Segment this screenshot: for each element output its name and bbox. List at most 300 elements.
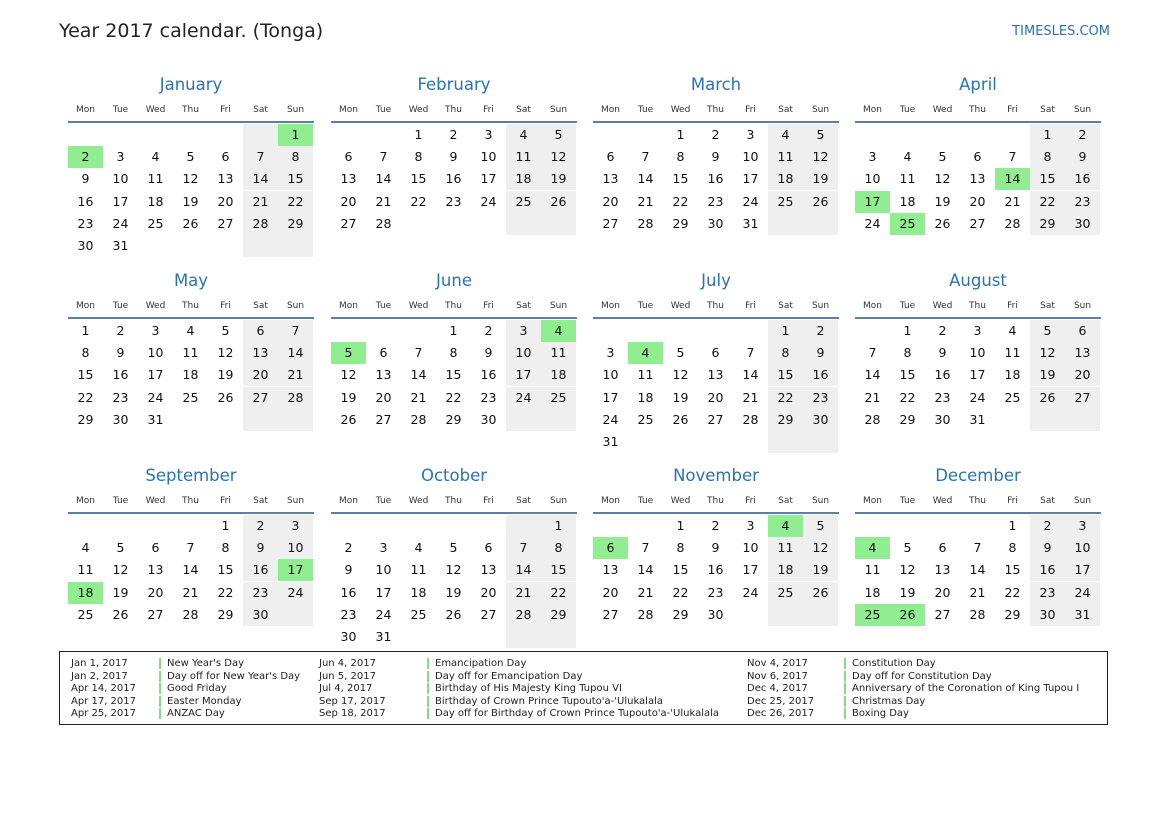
day-cell[interactable]: 15 xyxy=(768,364,803,386)
day-cell[interactable]: 8 xyxy=(541,537,576,559)
day-cell[interactable]: 9 xyxy=(243,537,278,559)
day-cell[interactable]: 23 xyxy=(77,215,94,231)
day-cell[interactable]: 4 xyxy=(186,323,195,338)
day-cell[interactable]: 13 xyxy=(147,562,164,578)
day-cell[interactable]: 20 xyxy=(602,584,619,600)
day-cell[interactable]: 13 xyxy=(243,342,278,364)
day-cell[interactable]: 10 xyxy=(278,537,313,559)
day-cell[interactable]: 10 xyxy=(375,562,392,578)
day-cell[interactable]: 17 xyxy=(602,389,619,405)
day-cell[interactable]: 6 xyxy=(344,149,353,165)
day-cell[interactable]: 26 xyxy=(182,215,199,231)
day-cell[interactable]: 25 xyxy=(182,389,199,405)
day-cell[interactable]: 29 xyxy=(445,411,462,427)
day-cell[interactable]: 2 xyxy=(449,127,458,142)
day-cell[interactable]: 28 xyxy=(637,215,654,231)
day-cell[interactable]: 27 xyxy=(934,606,951,622)
day-cell[interactable]: 16 xyxy=(77,193,94,209)
day-cell[interactable]: 16 xyxy=(480,367,497,383)
day-cell[interactable]: 30 xyxy=(340,629,357,644)
day-cell[interactable]: 11 xyxy=(410,562,427,578)
day-cell[interactable]: 29 xyxy=(672,215,689,231)
day-cell[interactable]: 1 xyxy=(541,515,576,537)
day-cell[interactable]: 23 xyxy=(707,584,724,600)
day-cell[interactable]: 7 xyxy=(641,540,650,556)
day-cell[interactable]: 5 xyxy=(186,149,195,165)
day-cell[interactable]: 12 xyxy=(182,171,199,187)
day-cell[interactable]: 19 xyxy=(541,168,576,190)
day-cell[interactable]: 3 xyxy=(1065,515,1100,537)
day-cell[interactable]: 18 xyxy=(899,193,916,209)
day-cell[interactable]: 22 xyxy=(1004,584,1021,600)
day-cell[interactable]: 6 xyxy=(484,540,493,556)
day-cell[interactable]: 21 xyxy=(969,584,986,600)
brand-link[interactable]: TIMESLES.COM xyxy=(1012,24,1110,39)
day-cell[interactable]: 19 xyxy=(803,168,838,190)
day-cell[interactable]: 31 xyxy=(375,629,392,644)
day-cell[interactable]: 27 xyxy=(707,411,724,427)
day-cell[interactable]: 6 xyxy=(973,149,982,165)
day-cell[interactable]: 19 xyxy=(182,193,199,209)
day-cell[interactable]: 31 xyxy=(1065,604,1100,626)
day-cell[interactable]: 13 xyxy=(969,171,986,187)
day-cell[interactable]: 28 xyxy=(243,213,278,235)
day-cell[interactable]: 14 xyxy=(243,168,278,190)
day-cell[interactable]: 10 xyxy=(742,149,759,165)
day-cell[interactable]: 2 xyxy=(1030,515,1065,537)
day-cell[interactable]: 11 xyxy=(768,146,803,168)
day-cell[interactable]: 25 xyxy=(855,604,890,626)
day-cell[interactable]: 28 xyxy=(278,387,313,409)
day-cell[interactable]: 11 xyxy=(541,342,576,364)
day-cell[interactable]: 30 xyxy=(707,606,724,622)
day-cell[interactable]: 16 xyxy=(934,367,951,383)
day-cell[interactable]: 10 xyxy=(480,149,497,165)
day-cell[interactable]: 8 xyxy=(1008,540,1017,556)
day-cell[interactable]: 21 xyxy=(1004,193,1021,209)
day-cell[interactable]: 21 xyxy=(742,389,759,405)
day-cell[interactable]: 27 xyxy=(1065,387,1100,409)
day-cell[interactable]: 9 xyxy=(484,345,493,361)
day-cell[interactable]: 6 xyxy=(221,149,230,165)
day-cell[interactable]: 4 xyxy=(151,149,160,165)
day-cell[interactable]: 11 xyxy=(768,537,803,559)
day-cell[interactable]: 30 xyxy=(1065,213,1100,235)
day-cell[interactable]: 12 xyxy=(899,562,916,578)
day-cell[interactable]: 17 xyxy=(1065,559,1100,581)
day-cell[interactable]: 9 xyxy=(1030,537,1065,559)
day-cell[interactable]: 1 xyxy=(81,323,90,338)
day-cell[interactable]: 26 xyxy=(803,191,838,213)
day-cell[interactable]: 23 xyxy=(1065,191,1100,213)
day-cell[interactable]: 22 xyxy=(768,387,803,409)
day-cell[interactable]: 31 xyxy=(742,215,759,231)
day-cell[interactable]: 9 xyxy=(803,342,838,364)
day-cell[interactable]: 1 xyxy=(768,320,803,342)
day-cell[interactable]: 26 xyxy=(890,604,925,626)
day-cell[interactable]: 17 xyxy=(480,171,497,187)
day-cell[interactable]: 18 xyxy=(864,584,881,600)
day-cell[interactable]: 11 xyxy=(506,146,541,168)
day-cell[interactable]: 9 xyxy=(711,540,720,556)
day-cell[interactable]: 30 xyxy=(112,411,129,427)
day-cell[interactable]: 2 xyxy=(344,540,353,556)
day-cell[interactable]: 23 xyxy=(340,606,357,622)
day-cell[interactable]: 14 xyxy=(278,342,313,364)
day-cell[interactable]: 21 xyxy=(410,389,427,405)
day-cell[interactable]: 5 xyxy=(331,342,366,364)
day-cell[interactable]: 11 xyxy=(77,562,94,578)
day-cell[interactable]: 20 xyxy=(934,584,951,600)
day-cell[interactable]: 1 xyxy=(449,323,458,338)
day-cell[interactable]: 23 xyxy=(480,389,497,405)
day-cell[interactable]: 4 xyxy=(541,320,576,342)
day-cell[interactable]: 11 xyxy=(899,171,916,187)
day-cell[interactable]: 27 xyxy=(969,215,986,231)
day-cell[interactable]: 23 xyxy=(934,389,951,405)
day-cell[interactable]: 23 xyxy=(1030,582,1065,604)
day-cell[interactable]: 8 xyxy=(676,149,685,165)
day-cell[interactable]: 27 xyxy=(340,215,357,231)
day-cell[interactable]: 22 xyxy=(410,193,427,209)
day-cell[interactable]: 9 xyxy=(116,345,125,361)
day-cell[interactable]: 18 xyxy=(541,364,576,386)
day-cell[interactable]: 30 xyxy=(707,215,724,231)
day-cell[interactable]: 29 xyxy=(672,606,689,622)
day-cell[interactable]: 31 xyxy=(147,411,164,427)
day-cell[interactable]: 24 xyxy=(742,193,759,209)
day-cell[interactable]: 2 xyxy=(116,323,125,338)
day-cell[interactable]: 31 xyxy=(969,411,986,427)
day-cell[interactable]: 27 xyxy=(602,606,619,622)
day-cell[interactable]: 10 xyxy=(112,171,129,187)
day-cell[interactable]: 16 xyxy=(1030,559,1065,581)
day-cell[interactable]: 28 xyxy=(410,411,427,427)
day-cell[interactable]: 18 xyxy=(147,193,164,209)
day-cell[interactable]: 27 xyxy=(243,387,278,409)
day-cell[interactable]: 26 xyxy=(672,411,689,427)
day-cell[interactable]: 1 xyxy=(1030,124,1065,146)
day-cell[interactable]: 7 xyxy=(506,537,541,559)
day-cell[interactable]: 2 xyxy=(68,146,103,168)
day-cell[interactable]: 8 xyxy=(449,345,458,361)
day-cell[interactable]: 26 xyxy=(217,389,234,405)
day-cell[interactable]: 13 xyxy=(934,562,951,578)
day-cell[interactable]: 20 xyxy=(1065,364,1100,386)
day-cell[interactable]: 25 xyxy=(768,191,803,213)
day-cell[interactable]: 6 xyxy=(711,345,720,361)
day-cell[interactable]: 3 xyxy=(278,515,313,537)
day-cell[interactable]: 3 xyxy=(116,149,125,165)
day-cell[interactable]: 6 xyxy=(243,320,278,342)
day-cell[interactable]: 3 xyxy=(868,149,877,165)
day-cell[interactable]: 14 xyxy=(637,562,654,578)
day-cell[interactable]: 10 xyxy=(602,367,619,383)
day-cell[interactable]: 8 xyxy=(414,149,423,165)
day-cell[interactable]: 24 xyxy=(1065,582,1100,604)
day-cell[interactable]: 16 xyxy=(1065,168,1100,190)
day-cell[interactable]: 8 xyxy=(903,345,912,361)
day-cell[interactable]: 8 xyxy=(1030,146,1065,168)
day-cell[interactable]: 24 xyxy=(375,606,392,622)
day-cell[interactable]: 14 xyxy=(864,367,881,383)
day-cell[interactable]: 3 xyxy=(973,323,982,338)
day-cell[interactable]: 22 xyxy=(541,582,576,604)
day-cell[interactable]: 17 xyxy=(742,171,759,187)
day-cell[interactable]: 24 xyxy=(147,389,164,405)
day-cell[interactable]: 28 xyxy=(742,411,759,427)
day-cell[interactable]: 3 xyxy=(484,127,493,142)
day-cell[interactable]: 16 xyxy=(445,171,462,187)
day-cell[interactable]: 12 xyxy=(112,562,129,578)
day-cell[interactable]: 24 xyxy=(969,389,986,405)
day-cell[interactable]: 25 xyxy=(890,213,925,235)
day-cell[interactable]: 13 xyxy=(217,171,234,187)
day-cell[interactable]: 25 xyxy=(506,191,541,213)
day-cell[interactable]: 28 xyxy=(969,606,986,622)
day-cell[interactable]: 30 xyxy=(934,411,951,427)
day-cell[interactable]: 9 xyxy=(449,149,458,165)
day-cell[interactable]: 23 xyxy=(445,193,462,209)
day-cell[interactable]: 15 xyxy=(1030,168,1065,190)
day-cell[interactable]: 5 xyxy=(803,515,838,537)
day-cell[interactable]: 20 xyxy=(480,584,497,600)
day-cell[interactable]: 17 xyxy=(855,191,890,213)
day-cell[interactable]: 5 xyxy=(116,540,125,556)
day-cell[interactable]: 8 xyxy=(221,540,230,556)
day-cell[interactable]: 13 xyxy=(707,367,724,383)
day-cell[interactable]: 29 xyxy=(899,411,916,427)
day-cell[interactable]: 9 xyxy=(81,171,90,187)
day-cell[interactable]: 12 xyxy=(445,562,462,578)
day-cell[interactable]: 15 xyxy=(1004,562,1021,578)
day-cell[interactable]: 15 xyxy=(77,367,94,383)
day-cell[interactable]: 4 xyxy=(768,515,803,537)
day-cell[interactable]: 10 xyxy=(969,345,986,361)
day-cell[interactable]: 3 xyxy=(151,323,160,338)
day-cell[interactable]: 29 xyxy=(1030,213,1065,235)
day-cell[interactable]: 18 xyxy=(506,168,541,190)
day-cell[interactable]: 3 xyxy=(746,518,755,533)
day-cell[interactable]: 2 xyxy=(1065,124,1100,146)
day-cell[interactable]: 28 xyxy=(506,604,541,626)
day-cell[interactable]: 31 xyxy=(112,238,129,253)
day-cell[interactable]: 30 xyxy=(77,238,94,253)
day-cell[interactable]: 27 xyxy=(147,606,164,622)
day-cell[interactable]: 7 xyxy=(746,345,755,361)
day-cell[interactable]: 18 xyxy=(182,367,199,383)
day-cell[interactable]: 28 xyxy=(864,411,881,427)
day-cell[interactable]: 26 xyxy=(445,606,462,622)
day-cell[interactable]: 21 xyxy=(278,364,313,386)
day-cell[interactable]: 25 xyxy=(637,411,654,427)
day-cell[interactable]: 5 xyxy=(938,149,947,165)
day-cell[interactable]: 19 xyxy=(1030,364,1065,386)
day-cell[interactable]: 20 xyxy=(217,193,234,209)
day-cell[interactable]: 27 xyxy=(375,411,392,427)
day-cell[interactable]: 29 xyxy=(541,604,576,626)
day-cell[interactable]: 5 xyxy=(903,540,912,556)
day-cell[interactable]: 15 xyxy=(672,562,689,578)
day-cell[interactable]: 20 xyxy=(340,193,357,209)
day-cell[interactable]: 19 xyxy=(899,584,916,600)
day-cell[interactable]: 2 xyxy=(938,323,947,338)
day-cell[interactable]: 1 xyxy=(278,124,313,146)
day-cell[interactable]: 22 xyxy=(217,584,234,600)
day-cell[interactable]: 23 xyxy=(803,387,838,409)
day-cell[interactable]: 17 xyxy=(147,367,164,383)
day-cell[interactable]: 18 xyxy=(637,389,654,405)
day-cell[interactable]: 17 xyxy=(278,559,313,581)
day-cell[interactable]: 31 xyxy=(602,434,619,449)
day-cell[interactable]: 2 xyxy=(484,323,493,338)
day-cell[interactable]: 4 xyxy=(81,540,90,556)
day-cell[interactable]: 25 xyxy=(410,606,427,622)
day-cell[interactable]: 9 xyxy=(344,562,353,578)
day-cell[interactable]: 24 xyxy=(278,582,313,604)
day-cell[interactable]: 19 xyxy=(112,584,129,600)
day-cell[interactable]: 4 xyxy=(506,124,541,146)
day-cell[interactable]: 16 xyxy=(112,367,129,383)
day-cell[interactable]: 12 xyxy=(1030,342,1065,364)
day-cell[interactable]: 22 xyxy=(445,389,462,405)
day-cell[interactable]: 16 xyxy=(803,364,838,386)
day-cell[interactable]: 12 xyxy=(934,171,951,187)
day-cell[interactable]: 17 xyxy=(742,562,759,578)
day-cell[interactable]: 5 xyxy=(676,345,685,361)
day-cell[interactable]: 5 xyxy=(221,323,230,338)
day-cell[interactable]: 14 xyxy=(410,367,427,383)
day-cell[interactable]: 9 xyxy=(938,345,947,361)
day-cell[interactable]: 18 xyxy=(768,168,803,190)
day-cell[interactable]: 12 xyxy=(541,146,576,168)
day-cell[interactable]: 7 xyxy=(973,540,982,556)
day-cell[interactable]: 16 xyxy=(340,584,357,600)
day-cell[interactable]: 5 xyxy=(541,124,576,146)
day-cell[interactable]: 13 xyxy=(375,367,392,383)
day-cell[interactable]: 14 xyxy=(995,168,1030,190)
day-cell[interactable]: 17 xyxy=(112,193,129,209)
day-cell[interactable]: 3 xyxy=(379,540,388,556)
day-cell[interactable]: 27 xyxy=(217,215,234,231)
day-cell[interactable]: 15 xyxy=(541,559,576,581)
day-cell[interactable]: 5 xyxy=(803,124,838,146)
day-cell[interactable]: 25 xyxy=(768,582,803,604)
day-cell[interactable]: 6 xyxy=(593,537,628,559)
day-cell[interactable]: 18 xyxy=(68,582,103,604)
day-cell[interactable]: 21 xyxy=(637,584,654,600)
day-cell[interactable]: 4 xyxy=(768,124,803,146)
day-cell[interactable]: 12 xyxy=(672,367,689,383)
day-cell[interactable]: 11 xyxy=(637,367,654,383)
day-cell[interactable]: 24 xyxy=(112,215,129,231)
day-cell[interactable]: 21 xyxy=(864,389,881,405)
day-cell[interactable]: 29 xyxy=(217,606,234,622)
day-cell[interactable]: 15 xyxy=(410,171,427,187)
day-cell[interactable]: 27 xyxy=(480,606,497,622)
day-cell[interactable]: 26 xyxy=(112,606,129,622)
day-cell[interactable]: 3 xyxy=(746,127,755,142)
day-cell[interactable]: 25 xyxy=(1004,389,1021,405)
day-cell[interactable]: 14 xyxy=(375,171,392,187)
day-cell[interactable]: 22 xyxy=(1030,191,1065,213)
day-cell[interactable]: 11 xyxy=(1004,345,1021,361)
day-cell[interactable]: 12 xyxy=(217,345,234,361)
day-cell[interactable]: 14 xyxy=(637,171,654,187)
day-cell[interactable]: 2 xyxy=(243,515,278,537)
day-cell[interactable]: 26 xyxy=(803,582,838,604)
day-cell[interactable]: 19 xyxy=(340,389,357,405)
day-cell[interactable]: 24 xyxy=(480,193,497,209)
day-cell[interactable]: 22 xyxy=(899,389,916,405)
day-cell[interactable]: 6 xyxy=(379,345,388,361)
day-cell[interactable]: 28 xyxy=(375,215,392,231)
day-cell[interactable]: 14 xyxy=(742,367,759,383)
day-cell[interactable]: 26 xyxy=(541,191,576,213)
day-cell[interactable]: 13 xyxy=(340,171,357,187)
day-cell[interactable]: 13 xyxy=(1065,342,1100,364)
day-cell[interactable]: 22 xyxy=(278,191,313,213)
day-cell[interactable]: 25 xyxy=(541,387,576,409)
day-cell[interactable]: 7 xyxy=(278,320,313,342)
day-cell[interactable]: 3 xyxy=(506,320,541,342)
day-cell[interactable]: 4 xyxy=(855,537,890,559)
day-cell[interactable]: 19 xyxy=(672,389,689,405)
day-cell[interactable]: 12 xyxy=(340,367,357,383)
day-cell[interactable]: 22 xyxy=(672,584,689,600)
day-cell[interactable]: 19 xyxy=(217,367,234,383)
day-cell[interactable]: 23 xyxy=(243,582,278,604)
day-cell[interactable]: 16 xyxy=(707,171,724,187)
day-cell[interactable]: 13 xyxy=(602,171,619,187)
day-cell[interactable]: 6 xyxy=(151,540,160,556)
day-cell[interactable]: 5 xyxy=(1030,320,1065,342)
day-cell[interactable]: 19 xyxy=(803,559,838,581)
day-cell[interactable]: 7 xyxy=(414,345,423,361)
day-cell[interactable]: 26 xyxy=(1030,387,1065,409)
day-cell[interactable]: 1 xyxy=(676,127,685,142)
day-cell[interactable]: 9 xyxy=(1065,146,1100,168)
day-cell[interactable]: 16 xyxy=(707,562,724,578)
day-cell[interactable]: 25 xyxy=(147,215,164,231)
day-cell[interactable]: 21 xyxy=(375,193,392,209)
day-cell[interactable]: 28 xyxy=(637,606,654,622)
day-cell[interactable]: 7 xyxy=(186,540,195,556)
day-cell[interactable]: 8 xyxy=(676,540,685,556)
day-cell[interactable]: 1 xyxy=(903,323,912,338)
day-cell[interactable]: 30 xyxy=(1030,604,1065,626)
day-cell[interactable]: 5 xyxy=(449,540,458,556)
day-cell[interactable]: 24 xyxy=(864,215,881,231)
day-cell[interactable]: 29 xyxy=(278,213,313,235)
day-cell[interactable]: 10 xyxy=(864,171,881,187)
day-cell[interactable]: 23 xyxy=(112,389,129,405)
day-cell[interactable]: 12 xyxy=(803,146,838,168)
day-cell[interactable]: 2 xyxy=(803,320,838,342)
day-cell[interactable]: 25 xyxy=(77,606,94,622)
day-cell[interactable]: 1 xyxy=(414,127,423,142)
day-cell[interactable]: 7 xyxy=(1008,149,1017,165)
day-cell[interactable]: 20 xyxy=(375,389,392,405)
day-cell[interactable]: 14 xyxy=(969,562,986,578)
day-cell[interactable]: 30 xyxy=(480,411,497,427)
day-cell[interactable]: 10 xyxy=(742,540,759,556)
day-cell[interactable]: 10 xyxy=(1065,537,1100,559)
day-cell[interactable]: 21 xyxy=(506,582,541,604)
day-cell[interactable]: 30 xyxy=(803,409,838,431)
day-cell[interactable]: 29 xyxy=(77,411,94,427)
day-cell[interactable]: 28 xyxy=(182,606,199,622)
